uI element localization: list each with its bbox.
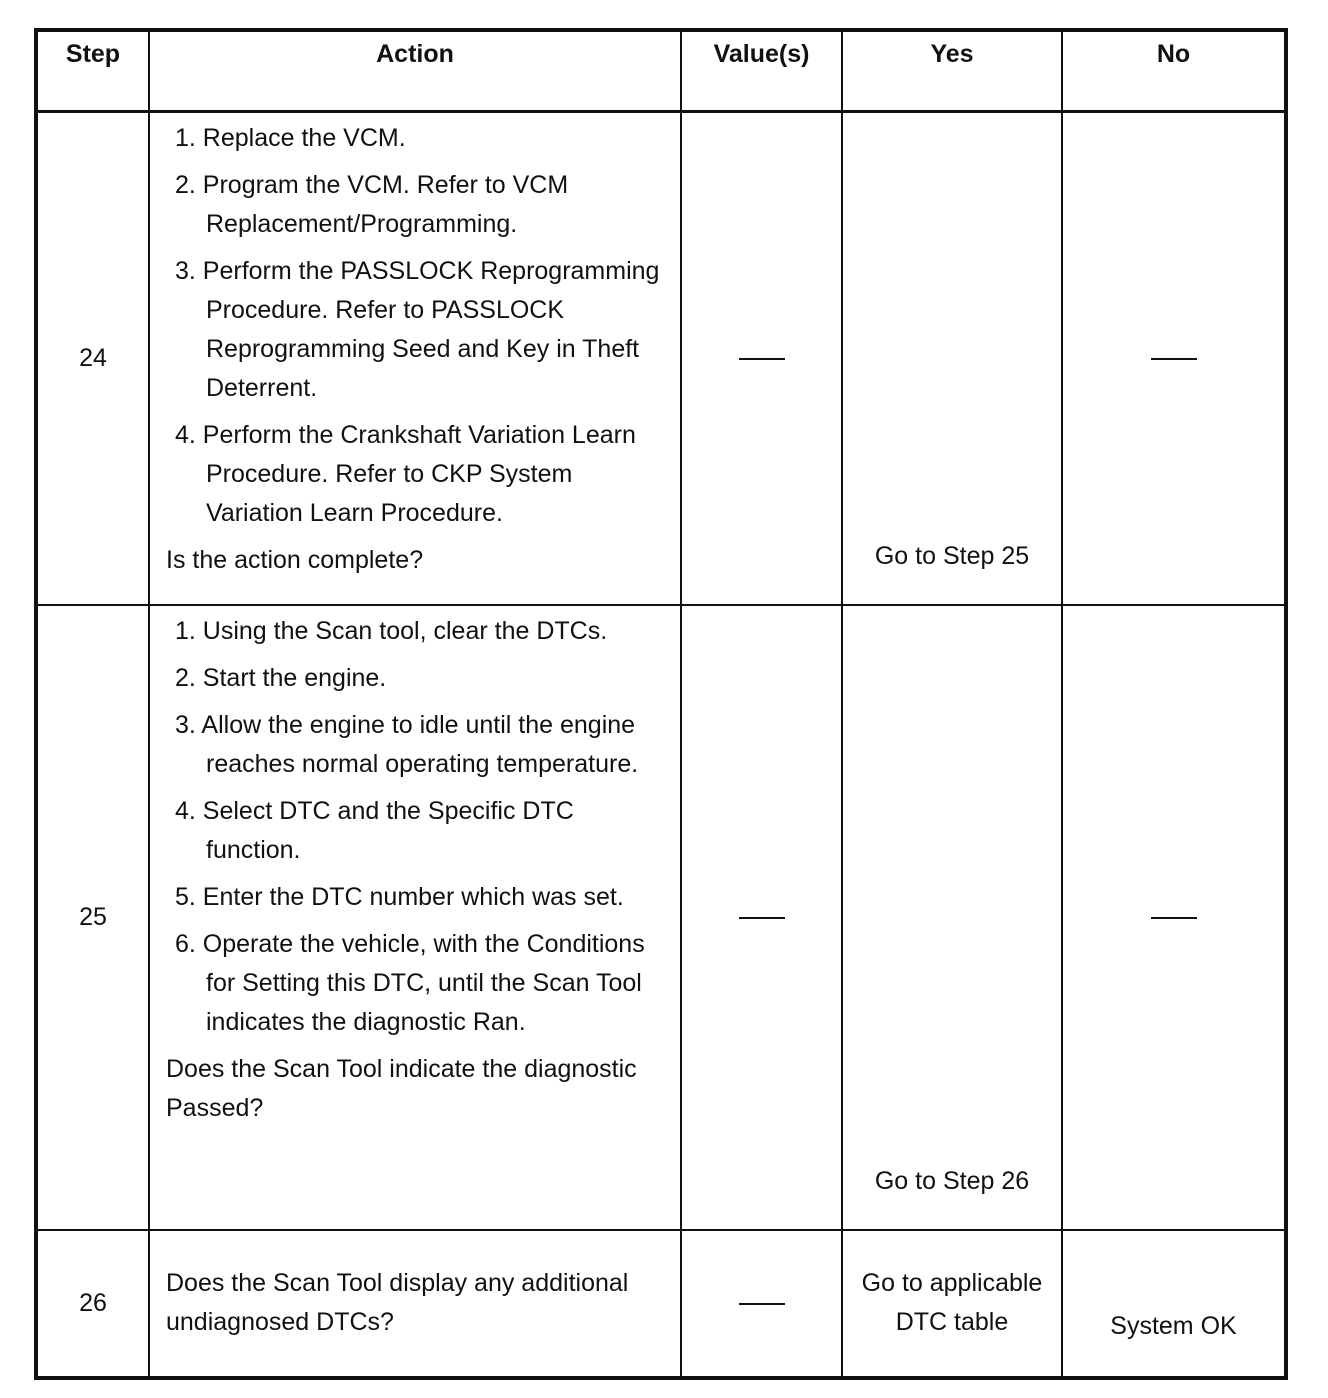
step-number: 25 xyxy=(36,605,149,1230)
action-list xyxy=(166,119,670,533)
yes-cell: Go to Step 26 xyxy=(842,605,1062,1230)
header-action: Action xyxy=(149,30,681,112)
table-row xyxy=(36,1230,1286,1378)
dash-mark xyxy=(1151,358,1197,360)
value-cell xyxy=(681,1230,842,1378)
header-values: Value(s) xyxy=(681,30,842,112)
action-item: 2. Start the engine. xyxy=(175,663,387,692)
action-item: 4. Perform the Crankshaft Variation Learn Procedure. Refer to CKP System Variation Learn Procedure. xyxy=(175,421,636,527)
yes-cell: Go to Step 25 xyxy=(842,112,1062,605)
dash-mark xyxy=(739,358,785,360)
diagnostic-table xyxy=(34,28,1288,1380)
action-item: 1. Using the Scan tool, clear the DTCs. xyxy=(175,616,608,645)
header-yes: Yes xyxy=(842,30,1062,112)
yes-cell: Go to applicable DTC table xyxy=(842,1230,1062,1378)
action-item: 3. Perform the PASSLOCK Reprogramming Procedure. Refer to PASSLOCK Reprogramming Seed and Key in Theft Deterrent. xyxy=(175,257,660,402)
action-item: 4. Select DTC and the Specific DTC function. xyxy=(175,796,574,864)
table-row xyxy=(36,112,1286,605)
header-step: Step xyxy=(36,30,149,112)
no-cell: System OK xyxy=(1062,1230,1286,1378)
no-cell xyxy=(1062,605,1286,1230)
step-number: 24 xyxy=(36,112,149,605)
action-item: 5. Enter the DTC number which was set. xyxy=(175,882,624,911)
action-item: 1. Replace the VCM. xyxy=(175,124,406,152)
header-row xyxy=(36,30,1286,112)
action-item: 2. Program the VCM. Refer to VCM Replacement/Programming. xyxy=(175,171,569,238)
action-list xyxy=(166,612,670,1042)
dash-mark xyxy=(739,917,785,919)
action-question: Is the action complete? xyxy=(166,546,424,574)
no-cell xyxy=(1062,112,1286,605)
action-item: 6. Operate the vehicle, with the Conditions for Setting this DTC, until the Scan Tool indicates the diagnostic Ran. xyxy=(175,929,645,1036)
header-no: No xyxy=(1062,30,1286,112)
action-question: Does the Scan Tool display any additional undiagnosed DTCs? xyxy=(166,1269,629,1336)
table-row xyxy=(36,605,1286,1230)
dash-mark xyxy=(1151,917,1197,919)
step-number: 26 xyxy=(36,1230,149,1378)
value-cell xyxy=(681,605,842,1230)
action-cell xyxy=(149,605,681,1230)
action-cell xyxy=(149,1230,681,1378)
action-item: 3. Allow the engine to idle until the engine reaches normal operating temperature. xyxy=(175,710,639,778)
action-cell xyxy=(149,112,681,605)
action-question: Does the Scan Tool indicate the diagnostic Passed? xyxy=(166,1054,637,1122)
value-cell xyxy=(681,112,842,605)
dash-mark xyxy=(739,1303,785,1305)
